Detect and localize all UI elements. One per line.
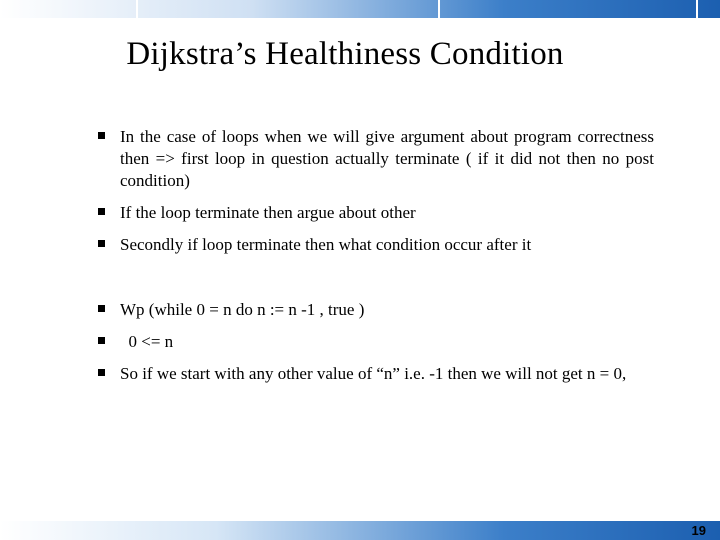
bullet-list (98, 126, 654, 385)
top-decorative-bar (0, 0, 720, 18)
bullet-item (98, 363, 654, 385)
bullet-text: If the loop terminate then argue about other (120, 203, 416, 222)
bullet-text: Wp (while 0 = n do n := n -1 , true ) (120, 300, 365, 319)
square-bullet-icon (98, 369, 105, 376)
top-bar-divider (696, 0, 698, 18)
bullet-text: 0 <= n (120, 332, 174, 351)
square-bullet-icon (98, 132, 105, 139)
page-number: 19 (691, 523, 706, 538)
slide-title (0, 36, 720, 73)
bullet-text: So if we start with any other value of “n” i.e. -1 then we will not get n = 0, (120, 364, 627, 383)
square-bullet-icon (98, 305, 105, 312)
top-bar-divider (438, 0, 440, 18)
bullet-item (98, 331, 654, 353)
bullet-item (98, 202, 654, 224)
square-bullet-icon (98, 240, 105, 247)
bullet-text: In the case of loops when we will give argument about program correctness then => first loop in question actually terminate ( if it did not then no post condition) (120, 127, 654, 190)
bullet-item (98, 234, 654, 256)
top-bar-divider (136, 0, 138, 18)
slide-title-text: Dijkstra’s Healthiness Condition (126, 36, 564, 72)
bullet-item (98, 299, 654, 321)
square-bullet-icon (98, 208, 105, 215)
bullet-item (98, 126, 654, 192)
bullet-text: Secondly if loop terminate then what condition occur after it (120, 235, 532, 254)
square-bullet-icon (98, 337, 105, 344)
bottom-decorative-bar (0, 521, 720, 540)
